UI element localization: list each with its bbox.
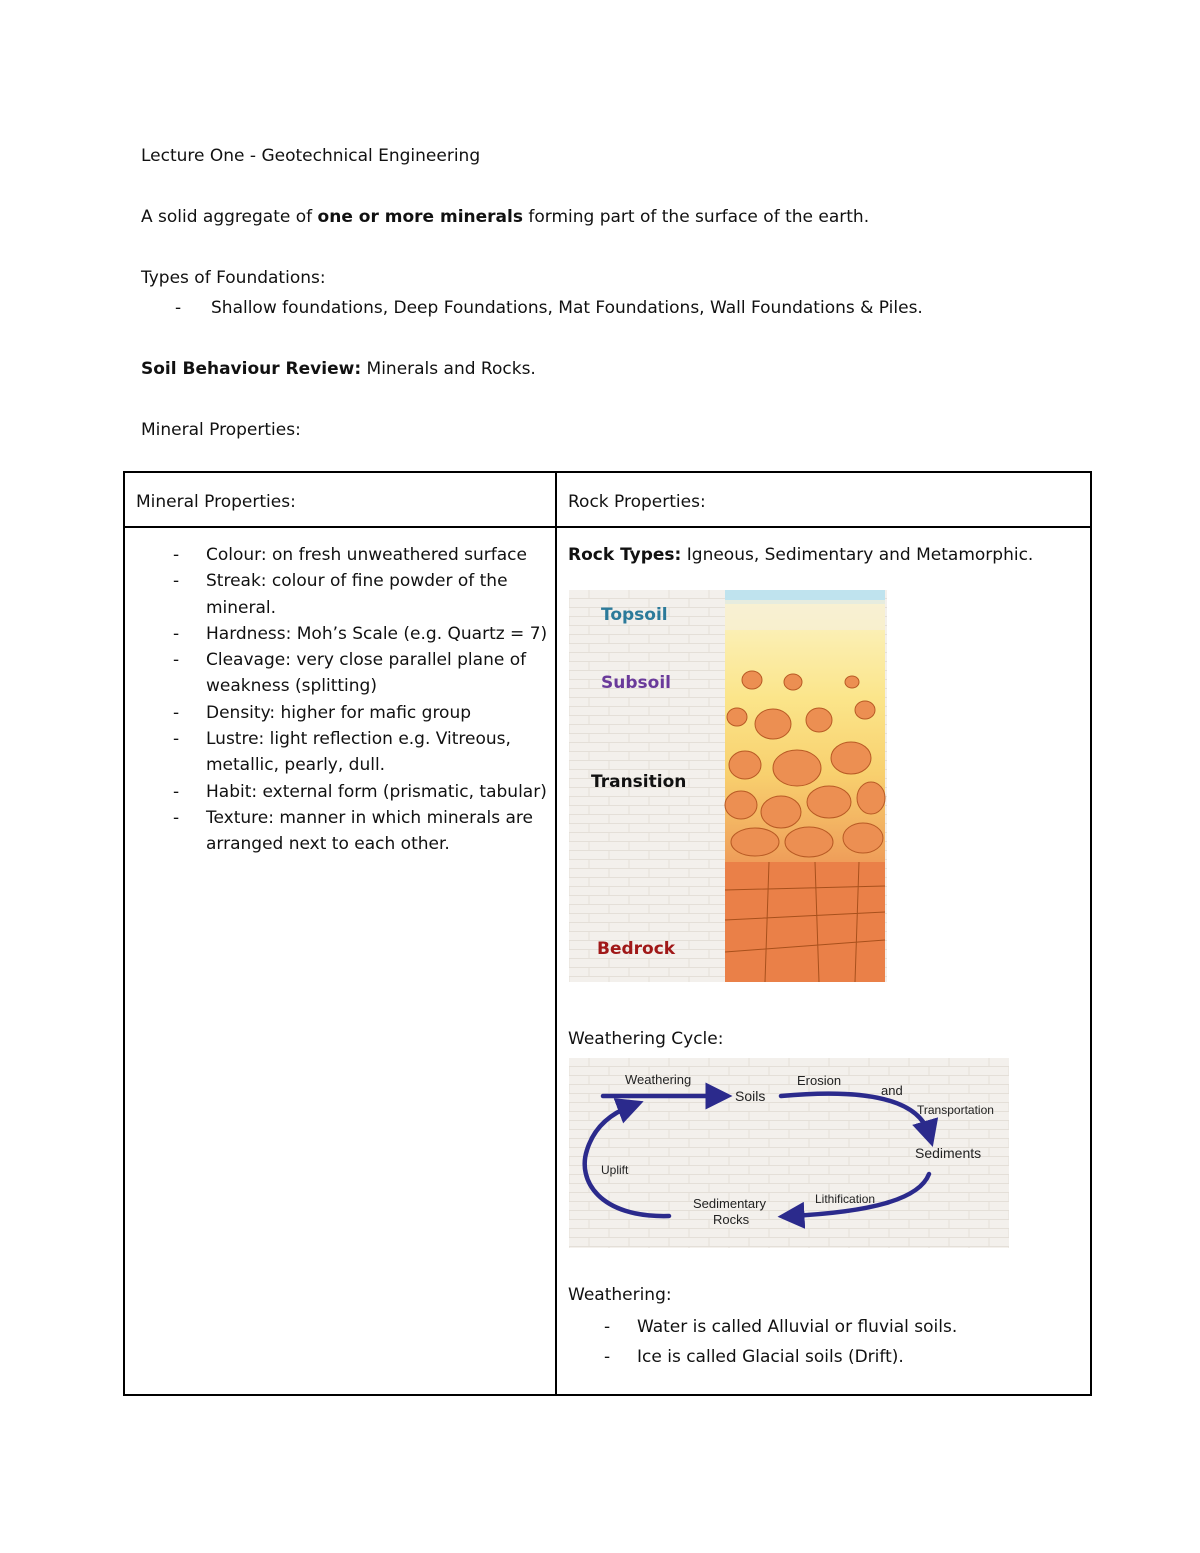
list-item-text: Water is called Alluvial or fluvial soils.	[637, 1317, 958, 1337]
table-header-row	[124, 472, 1091, 527]
weathering-label: Weathering	[625, 1072, 692, 1087]
bullet-dash: -	[173, 545, 180, 565]
mineral-properties-heading: Mineral Properties:	[141, 420, 301, 440]
foundations-heading: Types of Foundations:	[141, 268, 326, 288]
transportation-label: Transportation	[917, 1103, 994, 1117]
mineral-header-text: Mineral Properties:	[136, 492, 296, 512]
rock-body-cell	[556, 527, 1091, 1395]
sedimentary-label-line1: Sedimentary	[693, 1196, 766, 1211]
uplift-label: Uplift	[601, 1163, 629, 1177]
rock-header-text: Rock Properties:	[568, 492, 706, 512]
bullet-dash: -	[175, 298, 182, 318]
properties-table	[123, 471, 1092, 1396]
bedrock-band	[725, 862, 885, 982]
list-item	[557, 1342, 1090, 1372]
foundations-item-text: Shallow foundations, Deep Foundations, Mat Foundations, Wall Foundations & Piles.	[211, 298, 923, 318]
soil-review-text: Minerals and Rocks.	[361, 359, 536, 379]
subsoil-label: Subsoil	[601, 673, 671, 693]
list-item	[125, 568, 555, 621]
list-item-text: Lustre: light reflection e.g. Vitreous, metallic, pearly, dull.	[206, 729, 511, 776]
list-item-text: Colour: on fresh unweathered surface	[206, 545, 527, 565]
soil-profile-figure	[569, 590, 887, 982]
list-item	[125, 542, 555, 568]
bullet-dash: -	[604, 1317, 611, 1337]
list-item	[125, 726, 555, 779]
definition-pre: A solid aggregate of	[141, 207, 318, 227]
list-item-text: Streak: colour of fine powder of the mineral.	[206, 571, 508, 618]
erosion-label: Erosion	[797, 1073, 842, 1088]
list-item-text: Density: higher for mafic group	[206, 702, 472, 723]
bedrock-label: Bedrock	[597, 939, 676, 959]
bullet-dash: -	[173, 702, 180, 723]
list-item	[125, 647, 555, 700]
transition-label: Transition	[591, 772, 687, 792]
sedimentary-label-line2: Rocks	[713, 1212, 750, 1227]
weathering-cycle-heading: Weathering Cycle:	[568, 1029, 724, 1049]
bullet-dash: -	[173, 650, 180, 671]
bullet-dash: -	[173, 781, 180, 802]
lithification-label: Lithification	[815, 1192, 876, 1206]
soil-review-paragraph	[141, 357, 536, 381]
list-item	[125, 700, 555, 726]
mineral-header-cell	[124, 472, 556, 527]
list-item-text: Texture: manner in which minerals are arranged next to each other.	[206, 807, 533, 855]
and-label: and	[881, 1083, 903, 1098]
weathering-heading: Weathering:	[568, 1285, 672, 1305]
bullet-dash: -	[604, 1347, 611, 1367]
list-item-text: Habit: external form (prismatic, tabular)	[206, 781, 547, 802]
bullet-dash: -	[173, 623, 180, 644]
foundations-list-item	[175, 296, 923, 320]
list-item-text: Hardness: Moh’s Scale (e.g. Quartz = 7)	[206, 623, 548, 644]
document-title: Lecture One - Geotechnical Engineering	[141, 146, 481, 166]
definition-paragraph	[141, 205, 869, 229]
mineral-body-cell	[124, 527, 556, 1395]
topsoil-label: Topsoil	[601, 605, 668, 625]
soil-review-bold: Soil Behaviour Review:	[141, 359, 362, 379]
soils-label: Soils	[735, 1088, 766, 1104]
sediments-label: Sediments	[915, 1145, 982, 1161]
bullet-dash: -	[173, 729, 180, 750]
rock-types-bold: Rock Types:	[568, 545, 682, 565]
rock-header-cell	[556, 472, 1091, 527]
definition-post: forming part of the surface of the earth.	[522, 207, 870, 227]
weathering-list	[557, 1312, 1090, 1372]
definition-bold: one or more minerals	[317, 207, 523, 227]
mineral-properties-list	[125, 528, 555, 858]
list-item	[125, 805, 555, 858]
list-item	[125, 779, 555, 805]
list-item	[125, 621, 555, 647]
table-body-row	[124, 527, 1091, 1395]
list-item-text: Cleavage: very close parallel plane of weakness (splitting)	[206, 650, 527, 697]
rock-types-paragraph	[557, 528, 1090, 568]
topsoil-band	[725, 600, 885, 630]
weathering-cycle-figure	[569, 1058, 1009, 1248]
rock-types-text: Igneous, Sedimentary and Metamorphic.	[681, 545, 1034, 565]
list-item	[557, 1312, 1090, 1342]
bullet-dash: -	[173, 807, 180, 828]
list-item-text: Ice is called Glacial soils (Drift).	[637, 1347, 904, 1367]
bullet-dash: -	[173, 571, 180, 592]
